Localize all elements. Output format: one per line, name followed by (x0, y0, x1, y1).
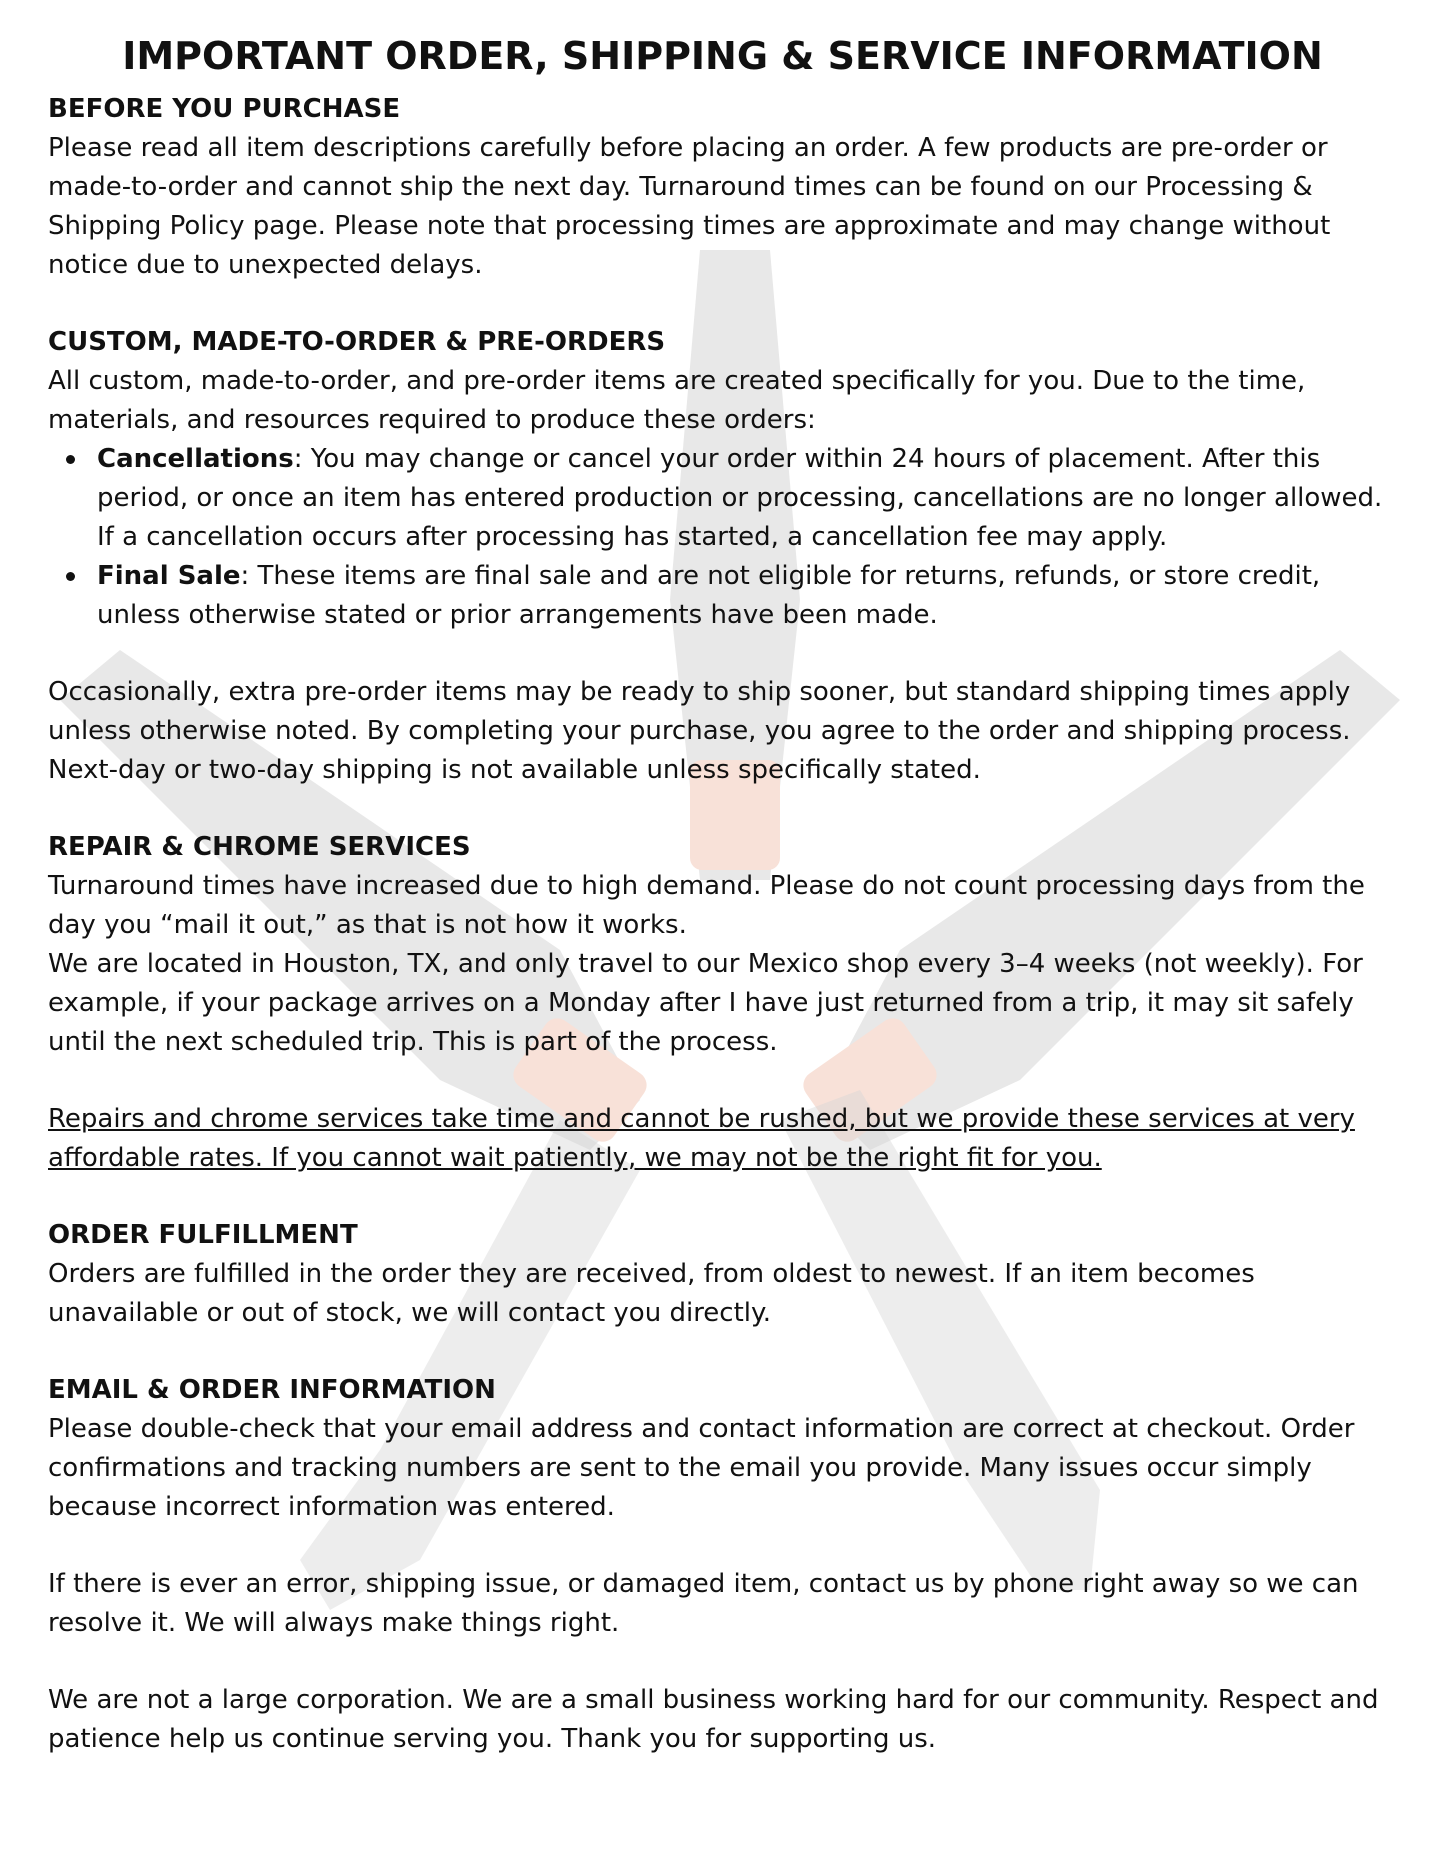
bullet-text: : These items are final sale and are not eligible for returns, refunds, or store credit, unless otherwise stated or prior arrangements have been made. (97, 561, 1321, 630)
section-repair-notice (48, 1100, 1397, 1178)
section-repair-chrome (48, 828, 1397, 1062)
section-heading: ORDER FULFILLMENT (48, 1220, 358, 1250)
section-email-order-info (48, 1371, 1397, 1527)
section-heading: EMAIL & ORDER INFORMATION (48, 1375, 496, 1405)
section-paragraph: Please double-check that your email address and contact information are correct at checkout. Order confirmations and tracking numbers are sent to the email you provide. Many issues occur simply because incorrect information was entered. (48, 1414, 1355, 1522)
bullet-item-final-sale (97, 557, 1397, 635)
section-paragraph: Please read all item descriptions carefully before placing an order. A few products are pre-order or made-to-order and cannot ship the next day. Turnaround times can be found on our Processing & Shipping Policy page. Please note that processing times are approximate and may change without notice due to unexpected delays. (48, 133, 1331, 280)
section-paragraph: Orders are fulfilled in the order they are received, from oldest to newest. If an item becomes unavailable or out of stock, we will contact you directly. (48, 1259, 1255, 1328)
section-paragraph: Turnaround times have increased due to high demand. Please do not count processing days from the day you “mail it out,” as that is not how it works. (48, 871, 1365, 940)
section-closing-note (48, 1681, 1397, 1759)
underlined-notice: Repairs and chrome services take time and cannot be rushed, but we provide these services at very affordable rates. If you cannot wait patiently, we may not be the right fit for you. (48, 1104, 1355, 1173)
section-paragraph: All custom, made-to-order, and pre-order items are created specifically for you. Due to the time, materials, and resources required to produce these orders: (48, 366, 1306, 435)
section-heading: BEFORE YOU PURCHASE (48, 94, 401, 124)
section-paragraph: Occasionally, extra pre-order items may be ready to ship sooner, but standard shipping times apply unless otherwise noted. By completing your purchase, you agree to the order and shipping process. Next-day or two-day shipping is not available unless specifically stated. (48, 677, 1351, 785)
section-heading: REPAIR & CHROME SERVICES (48, 832, 471, 862)
section-custom-orders (48, 323, 1397, 635)
section-contact-note (48, 1565, 1397, 1643)
bullet-label: Final Sale (97, 561, 241, 591)
bullet-item-cancellations (97, 440, 1397, 557)
section-paragraph: We are not a large corporation. We are a small business working hard for our community. Respect and patience help us continue serving you. Thank you for supporting us. (48, 1685, 1379, 1754)
bullet-dot-icon (66, 455, 75, 464)
bullet-text: : You may change or cancel your order within 24 hours of placement. After this period, or once an item has entered production or processing, cancellations are no longer allowed. If a cancellation occurs after processing has started, a cancellation fee may apply. (97, 444, 1383, 552)
section-heading: CUSTOM, MADE-TO-ORDER & PRE-ORDERS (48, 327, 666, 357)
section-paragraph: If there is ever an error, shipping issue, or damaged item, contact us by phone right away so we can resolve it. We will always make things right. (48, 1569, 1359, 1638)
section-before-you-purchase (48, 90, 1397, 285)
bullet-dot-icon (66, 572, 75, 581)
page-title: IMPORTANT ORDER, SHIPPING & SERVICE INFORMATION (122, 34, 1323, 78)
policy-bullet-list (48, 440, 1397, 635)
section-pre-order-shipping-note (48, 673, 1397, 790)
section-order-fulfillment (48, 1216, 1397, 1333)
section-paragraph: We are located in Houston, TX, and only travel to our Mexico shop every 3–4 weeks (not weekly). For example, if your package arrives on a Monday after I have just returned from a trip, it may sit safely until the next scheduled trip. This is part of the process. (48, 949, 1363, 1057)
bullet-label: Cancellations (97, 444, 294, 474)
